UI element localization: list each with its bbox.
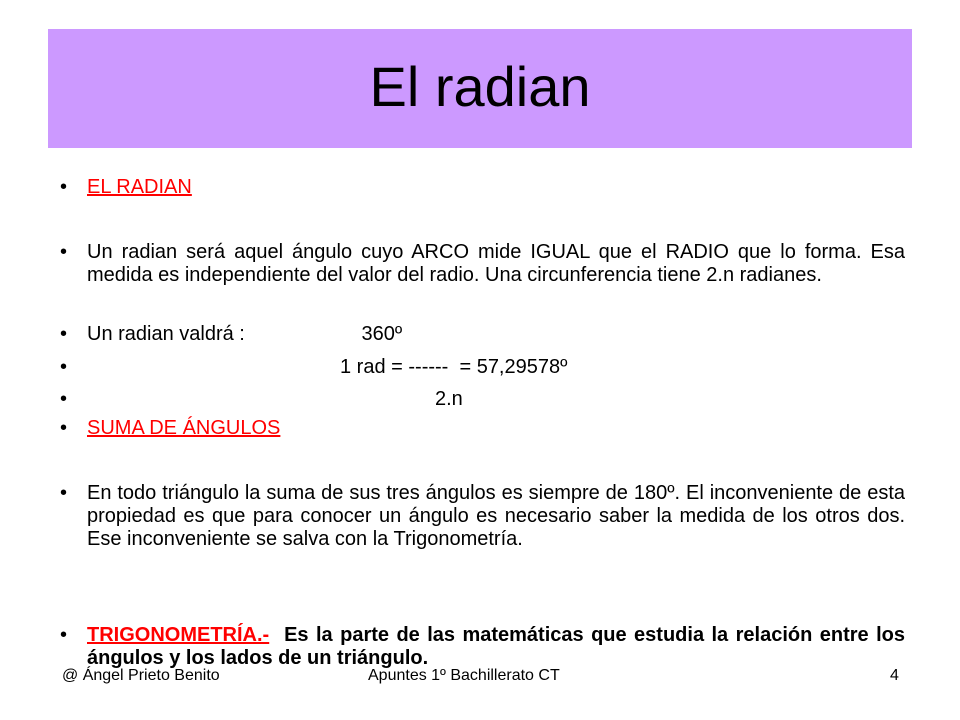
- radian-definition-text: Un radian será aquel ángulo cuyo ARCO mide IGUAL que el RADIO que lo forma. Esa medida es independiente del valor del radio. Una circunferencia tiene 2.n radianes.: [87, 241, 905, 286]
- bullet-dot: •: [60, 624, 68, 646]
- bullet-dot: •: [60, 356, 68, 378]
- bullet-dot: •: [60, 417, 68, 439]
- radian-formula-text: 1 rad = ------ = 57,29578º: [340, 356, 568, 378]
- bullet-dot: •: [60, 482, 68, 504]
- bullet-dot: •: [60, 241, 68, 263]
- heading-suma-angulos: SUMA DE ÁNGULOS: [87, 417, 281, 439]
- bullet-dot: •: [60, 323, 68, 345]
- bullet-dot: •: [60, 176, 68, 198]
- footer-author: @ Ángel Prieto Benito: [62, 667, 220, 684]
- bullet-dot: •: [60, 388, 68, 410]
- trigonometria-paragraph: [87, 624, 905, 670]
- title-band: [48, 29, 912, 148]
- trigonometria-text: Es la parte de las matemáticas que estudia la relación entre los ángulos y los lados de un triángulo.: [87, 624, 905, 669]
- footer-page-number: 4: [890, 667, 899, 684]
- heading-el-radian: EL RADIAN: [87, 176, 192, 198]
- radian-value-text: Un radian valdrá : 360º: [87, 323, 403, 345]
- footer-course: Apuntes 1º Bachillerato CT: [368, 667, 560, 684]
- radian-denominator-text: 2.n: [435, 388, 463, 410]
- suma-angulos-text: En todo triángulo la suma de sus tres ángulos es siempre de 180º. El inconveniente de esta propiedad es que para conocer un ángulo es necesario saber la medida de los otros dos. Ese inconveniente se salva con la Trigonometría.: [87, 482, 905, 550]
- slide-title: El radian: [369, 55, 591, 118]
- heading-trigonometria: TRIGONOMETRÍA.-: [87, 624, 270, 646]
